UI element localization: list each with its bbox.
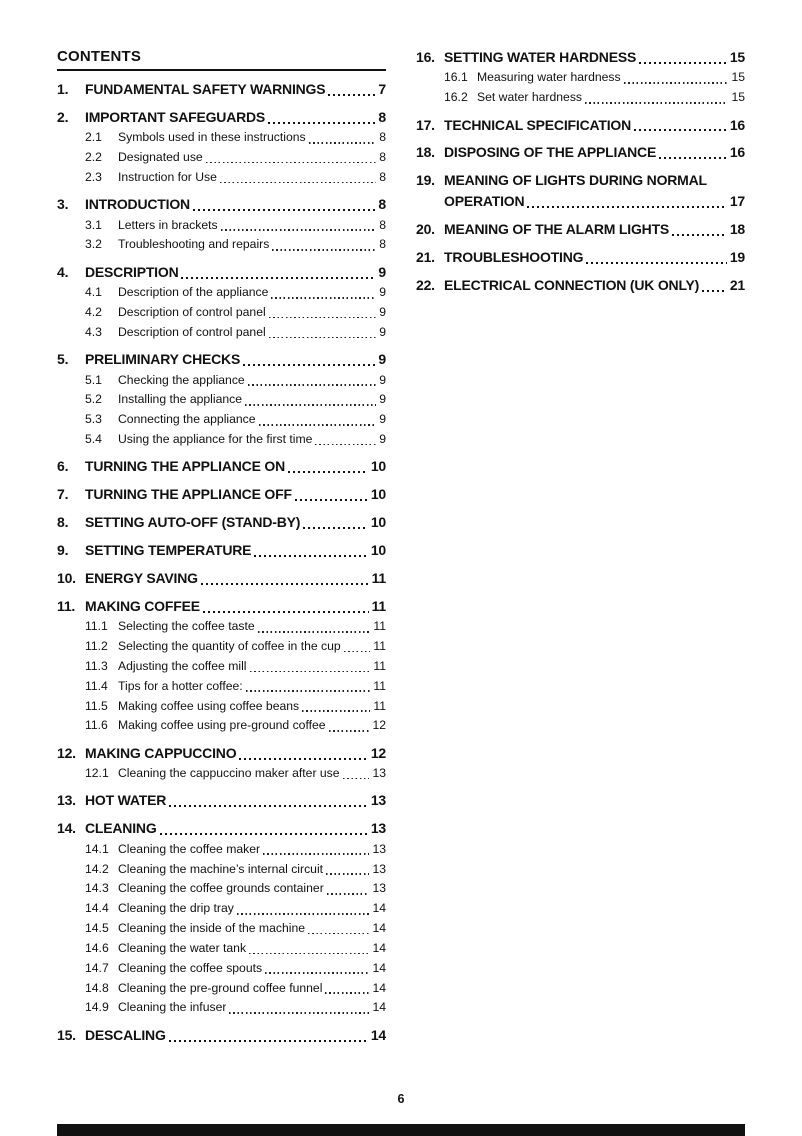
toc-entry-label: Cleaning the pre-ground coffee funnel xyxy=(118,980,323,995)
dot-leader xyxy=(308,933,369,935)
toc-entry-page: 10 xyxy=(370,486,386,503)
toc-entry-label: Cleaning the machine’s internal circuit xyxy=(118,861,324,876)
toc-entry-page: 7 xyxy=(378,81,386,97)
toc-entry xyxy=(85,391,386,408)
toc-entry-page: 18 xyxy=(729,221,745,238)
toc-entry-number: 9. xyxy=(57,542,69,559)
contents-heading: CONTENTS xyxy=(57,48,386,71)
toc-entry-page: 8 xyxy=(379,237,386,252)
dot-leader xyxy=(169,1040,368,1042)
toc-entry-page: 10 xyxy=(370,514,386,531)
toc-entry xyxy=(416,116,745,135)
toc-entry-label: TURNING THE APPLIANCE OFF xyxy=(85,486,292,503)
toc-entry xyxy=(57,791,386,810)
toc-entry-page: 13 xyxy=(372,841,386,856)
toc-entry-label: HOT WATER xyxy=(85,792,167,809)
toc-entry-label: SETTING AUTO-OFF (STAND-BY) xyxy=(85,514,301,531)
toc-entry xyxy=(85,920,386,937)
dot-leader xyxy=(295,499,368,501)
toc-entry-page: 15 xyxy=(729,49,745,65)
toc-entry xyxy=(85,149,386,166)
toc-entry-number: 3. xyxy=(57,196,69,213)
toc-entry xyxy=(85,841,386,858)
toc-entry-number: 8. xyxy=(57,514,69,531)
toc-entry-page: 8 xyxy=(379,150,386,165)
toc-entry xyxy=(85,880,386,897)
toc-entry xyxy=(85,678,386,695)
toc-entry-number: 20. xyxy=(416,221,435,238)
dot-leader xyxy=(249,953,369,955)
dot-leader xyxy=(259,424,377,426)
toc-entry-label: Letters in brackets xyxy=(118,217,218,232)
dot-leader xyxy=(229,1012,369,1014)
toc-entry-label: Symbols used in these instructions xyxy=(118,130,306,145)
toc-entry-number: 3.2 xyxy=(85,237,102,252)
page-number: 6 xyxy=(397,1092,405,1106)
toc-entry-number: 11.5 xyxy=(85,698,108,713)
toc-entry-number: 5.3 xyxy=(85,412,102,427)
dot-leader xyxy=(248,384,377,386)
toc-entry-page: 16 xyxy=(729,116,745,133)
dot-leader xyxy=(169,805,368,807)
toc-entry-page: 11 xyxy=(373,639,386,654)
toc-entry xyxy=(85,324,386,341)
dot-leader xyxy=(221,229,377,231)
toc-entry-number: 14.4 xyxy=(85,901,109,916)
dot-leader xyxy=(201,583,369,585)
toc-entry-label: Description of control panel xyxy=(118,324,266,339)
toc-entry-number: 12.1 xyxy=(85,766,109,781)
toc-entry-page: 9 xyxy=(379,305,386,320)
toc-entry-label: Selecting the coffee taste xyxy=(118,619,255,634)
toc-entry-label: Connecting the appliance xyxy=(118,412,256,427)
dot-leader xyxy=(624,82,729,84)
toc-entry-number: 10. xyxy=(57,569,76,586)
toc-entry-label: Selecting the quantity of coffee in the cup xyxy=(118,639,341,654)
toc-entry-label: DESCRIPTION xyxy=(85,263,179,280)
toc-entry-label: Cleaning the cappuccino maker after use xyxy=(118,766,340,781)
toc-entry xyxy=(85,169,386,186)
toc-entry-number: 14.1 xyxy=(85,841,109,856)
toc-entry-number: 7. xyxy=(57,486,69,503)
dot-leader xyxy=(272,249,376,251)
toc-entry xyxy=(85,284,386,301)
toc-entry-number: 5.2 xyxy=(85,392,102,407)
toc-entry xyxy=(85,999,386,1016)
toc-entry xyxy=(416,220,745,239)
toc-entry-number: 5.4 xyxy=(85,432,102,447)
toc-entry-label: Cleaning the coffee spouts xyxy=(118,960,263,975)
footer-bar xyxy=(57,1124,745,1136)
dot-leader xyxy=(263,853,369,855)
dot-leader xyxy=(243,364,375,366)
dot-leader xyxy=(328,94,375,96)
toc-entry-label: SETTING TEMPERATURE xyxy=(85,542,252,559)
toc-entry-page: 8 xyxy=(379,169,386,184)
toc-entry xyxy=(85,717,386,734)
toc-entry-number: 2. xyxy=(57,108,69,125)
toc-entry-number: 19. xyxy=(416,172,435,189)
toc-entry-label: TURNING THE APPLIANCE ON xyxy=(85,458,286,475)
toc-entry-number: 18. xyxy=(416,144,435,161)
toc-entry-page: 8 xyxy=(378,108,386,125)
toc-entry-label: Troubleshooting and repairs xyxy=(118,237,270,252)
toc-entry-label: DISPOSING OF THE APPLIANCE xyxy=(444,144,657,161)
toc-entry xyxy=(57,350,386,369)
toc-entry xyxy=(85,765,386,782)
dot-leader xyxy=(639,62,727,64)
toc-entry xyxy=(444,69,745,86)
toc-entry-label: Description of control panel xyxy=(118,305,266,320)
toc-entry-page: 9 xyxy=(379,285,386,300)
toc-entry-number: 11.6 xyxy=(85,718,108,733)
toc-entry-number: 14.6 xyxy=(85,940,109,955)
toc-entry xyxy=(57,263,386,282)
toc-entry xyxy=(57,1026,386,1045)
toc-entry xyxy=(85,658,386,675)
dot-leader xyxy=(302,710,370,712)
toc-entry-continuation xyxy=(416,192,745,211)
toc-entry xyxy=(85,638,386,655)
dot-leader xyxy=(702,290,727,292)
toc-entry xyxy=(57,513,386,532)
toc-entry xyxy=(57,819,386,838)
toc-entry-page: 11 xyxy=(373,658,386,673)
toc-entry-label: Making coffee using coffee beans xyxy=(118,698,300,713)
toc-entry-label: Adjusting the coffee mill xyxy=(118,658,247,673)
toc-entry-label: Checking the appliance xyxy=(118,372,245,387)
toc-entry xyxy=(85,698,386,715)
dot-leader xyxy=(239,758,367,760)
toc-entry-number: 16. xyxy=(416,49,435,65)
toc-entry-number: 4.3 xyxy=(85,324,102,339)
dot-leader xyxy=(265,972,369,974)
toc-entry-page: 9 xyxy=(379,324,386,339)
dot-leader xyxy=(343,778,370,780)
dot-leader xyxy=(181,277,375,279)
toc-entry-page: 14 xyxy=(372,1000,386,1015)
toc-entry-number: 2.1 xyxy=(85,130,102,145)
toc-entry-number: 14.2 xyxy=(85,861,109,876)
toc-entry-page: 19 xyxy=(729,249,745,265)
toc-entry-number: 14.5 xyxy=(85,921,109,936)
toc-entry-page: 13 xyxy=(372,766,386,781)
toc-entry-number: 3.1 xyxy=(85,217,102,232)
toc-entry-label: Measuring water hardness xyxy=(477,70,621,85)
toc-entry-number: 5.1 xyxy=(85,372,102,387)
dot-leader xyxy=(527,206,726,208)
dot-leader xyxy=(258,631,371,633)
toc-entry xyxy=(57,457,386,476)
toc-entry-number: 17. xyxy=(416,116,435,133)
toc-entry-page: 13 xyxy=(370,820,386,837)
toc-entry-number: 11. xyxy=(57,597,76,614)
toc-entry-label: OPERATION xyxy=(444,193,525,210)
toc-entry-number: 11.2 xyxy=(85,639,108,654)
toc-entry-page: 8 xyxy=(379,130,386,145)
toc-entry-label: DESCALING xyxy=(85,1026,166,1043)
toc-entry-label: Cleaning the coffee maker xyxy=(118,841,261,856)
toc-entry-number: 13. xyxy=(57,792,76,809)
toc-entry-page: 9 xyxy=(379,432,386,447)
toc-entry xyxy=(416,48,745,67)
toc-entry-number: 4. xyxy=(57,263,69,280)
dot-leader xyxy=(237,913,370,915)
toc-entry xyxy=(85,217,386,234)
toc-entry xyxy=(57,541,386,560)
dot-leader xyxy=(269,337,377,339)
dot-leader xyxy=(634,129,727,131)
dot-leader xyxy=(193,209,375,211)
toc-entry-label: Cleaning the coffee grounds container xyxy=(118,881,324,896)
toc-entry-page: 13 xyxy=(372,861,386,876)
toc-entry xyxy=(444,89,745,106)
toc-entry-label: CLEANING xyxy=(85,820,157,837)
toc-entry-label: PRELIMINARY CHECKS xyxy=(85,351,241,368)
toc-entry xyxy=(85,618,386,635)
toc-entry-label: Description of the appliance xyxy=(118,285,269,300)
toc-entry-page: 9 xyxy=(378,351,386,368)
toc-entry xyxy=(416,248,745,267)
toc-entry-label: Cleaning the infuser xyxy=(118,1000,227,1015)
toc-entry-page: 12 xyxy=(370,744,386,761)
toc-entry xyxy=(85,129,386,146)
toc-entry-page: 16 xyxy=(729,144,745,161)
toc-entry-number: 4.1 xyxy=(85,285,102,300)
toc-entry-number: 5. xyxy=(57,351,69,368)
toc-entry-label: ELECTRICAL CONNECTION (UK ONLY) xyxy=(444,276,700,293)
toc-entry-number: 2.2 xyxy=(85,150,102,165)
dot-leader xyxy=(303,527,368,529)
toc-entry-label: Instruction for Use xyxy=(118,169,217,184)
dot-leader xyxy=(586,262,726,264)
dot-leader xyxy=(254,555,368,557)
toc-entry-page: 9 xyxy=(379,412,386,427)
toc-entry xyxy=(85,940,386,957)
toc-entry-page: 14 xyxy=(372,921,386,936)
toc-entry-number: 2.3 xyxy=(85,169,102,184)
toc-entry-page: 9 xyxy=(379,392,386,407)
toc-entry-page: 8 xyxy=(378,196,386,213)
toc-entry-number: 22. xyxy=(416,276,435,293)
toc-entry-page: 13 xyxy=(370,792,386,809)
toc-entry-label: IMPORTANT SAFEGUARDS xyxy=(85,108,266,125)
toc-entry xyxy=(85,304,386,321)
toc-entry xyxy=(57,80,386,99)
toc-entry-page: 9 xyxy=(378,263,386,280)
toc-entry xyxy=(416,276,745,295)
toc-entry-number: 11.3 xyxy=(85,658,108,673)
toc-entry-page: 11 xyxy=(371,597,386,614)
toc-entry-number: 4.2 xyxy=(85,305,102,320)
toc-entry-page: 10 xyxy=(370,458,386,475)
dot-leader xyxy=(327,893,370,895)
toc-entry-number: 14.8 xyxy=(85,980,109,995)
toc-entry xyxy=(85,372,386,389)
toc-entry xyxy=(85,431,386,448)
dot-leader xyxy=(344,651,371,653)
dot-leader xyxy=(329,730,370,732)
toc-entry-page: 13 xyxy=(372,881,386,896)
toc-entry-label: FUNDAMENTAL SAFETY WARNINGS xyxy=(85,81,326,97)
toc-entry-label: Tips for a hotter coffee: xyxy=(118,678,243,693)
toc-entry xyxy=(85,980,386,997)
dot-leader xyxy=(585,102,728,104)
dot-leader xyxy=(160,833,368,835)
toc-entry-label: Cleaning the water tank xyxy=(118,940,247,955)
toc-entry xyxy=(85,411,386,428)
toc-entry-number: 11.1 xyxy=(85,619,108,634)
dot-leader xyxy=(268,122,375,124)
dot-leader xyxy=(203,611,369,613)
toc-entry-number: 11.4 xyxy=(85,678,108,693)
toc-entry xyxy=(57,195,386,214)
toc-entry-page: 14 xyxy=(370,1026,386,1043)
toc-entry-page: 10 xyxy=(370,542,386,559)
toc-entry-label: INTRODUCTION xyxy=(85,196,190,213)
toc-entry xyxy=(85,236,386,253)
dot-leader xyxy=(220,182,376,184)
toc-entry-label: Installing the appliance xyxy=(118,392,242,407)
toc-entry-number: 14.7 xyxy=(85,960,109,975)
toc-entry-label: SETTING WATER HARDNESS xyxy=(444,49,637,65)
toc-entry-label: ENERGY SAVING xyxy=(85,569,198,586)
toc-entry-number: 16.2 xyxy=(444,90,468,105)
toc-entry-page: 21 xyxy=(729,276,745,293)
toc-entry-page: 15 xyxy=(731,70,745,85)
toc-entry-page: 11 xyxy=(373,678,386,693)
dot-leader xyxy=(250,671,371,673)
toc-entry-number: 15. xyxy=(57,1026,76,1043)
toc-entry-page: 11 xyxy=(371,569,386,586)
toc-entry-number: 21. xyxy=(416,249,435,265)
dot-leader xyxy=(206,162,377,164)
toc-column-left xyxy=(57,48,386,1045)
toc-entry-label: Making coffee using pre-ground coffee xyxy=(118,718,326,733)
dot-leader xyxy=(325,992,369,994)
toc-entry-label: MEANING OF LIGHTS DURING NORMAL xyxy=(444,172,707,189)
dot-leader xyxy=(315,444,376,446)
toc-entry-label: Cleaning the inside of the machine xyxy=(118,921,305,936)
toc-entry-label: TECHNICAL SPECIFICATION xyxy=(444,116,631,133)
toc-entry-page: 8 xyxy=(379,217,386,232)
dot-leader xyxy=(288,471,368,473)
toc-entry-number: 1. xyxy=(57,81,69,97)
toc-entry xyxy=(416,171,745,190)
toc-entry-number: 14.3 xyxy=(85,881,109,896)
toc-entry-label: Using the appliance for the first time xyxy=(118,432,313,447)
toc-entry-number: 12. xyxy=(57,744,76,761)
toc-entry xyxy=(85,900,386,917)
dot-leader xyxy=(269,317,377,319)
toc-entry-page: 14 xyxy=(372,960,386,975)
toc-entry-number: 14.9 xyxy=(85,1000,109,1015)
dot-leader xyxy=(246,690,371,692)
toc-entry-label: Set water hardness xyxy=(477,90,583,105)
toc-entry xyxy=(57,744,386,763)
toc-entry xyxy=(57,108,386,127)
toc-entry-label: MEANING OF THE ALARM LIGHTS xyxy=(444,221,670,238)
toc-entry-page: 15 xyxy=(731,90,745,105)
toc-entry-page: 14 xyxy=(372,940,386,955)
toc-entry-label: TROUBLESHOOTING xyxy=(444,249,584,265)
toc-entry-page: 12 xyxy=(372,718,386,733)
toc-entry-label: MAKING CAPPUCCINO xyxy=(85,744,237,761)
toc-entry xyxy=(57,597,386,616)
toc-entry-label: MAKING COFFEE xyxy=(85,597,200,614)
toc-entry-label: Designated use xyxy=(118,150,203,165)
toc-entry-page: 11 xyxy=(373,619,386,634)
toc-entry-number: 14. xyxy=(57,820,76,837)
toc-entry-page: 9 xyxy=(379,372,386,387)
toc-entry xyxy=(85,960,386,977)
toc-entry-page: 14 xyxy=(372,901,386,916)
toc-entry-label: Cleaning the drip tray xyxy=(118,901,234,916)
toc-entry-number: 6. xyxy=(57,458,69,475)
dot-leader xyxy=(672,234,727,236)
toc-entry-page: 17 xyxy=(729,193,745,210)
dot-leader xyxy=(326,873,369,875)
dot-leader xyxy=(271,297,376,299)
dot-leader xyxy=(659,157,727,159)
toc-entry xyxy=(416,143,745,162)
toc-entry-page: 11 xyxy=(373,698,386,713)
toc-entry-number: 16.1 xyxy=(444,70,468,85)
toc-entry xyxy=(57,569,386,588)
toc-entry xyxy=(57,485,386,504)
toc-entry xyxy=(85,861,386,878)
dot-leader xyxy=(245,404,376,406)
toc-entry-page: 14 xyxy=(372,980,386,995)
toc-column-right xyxy=(416,48,745,1045)
dot-leader xyxy=(309,142,377,144)
